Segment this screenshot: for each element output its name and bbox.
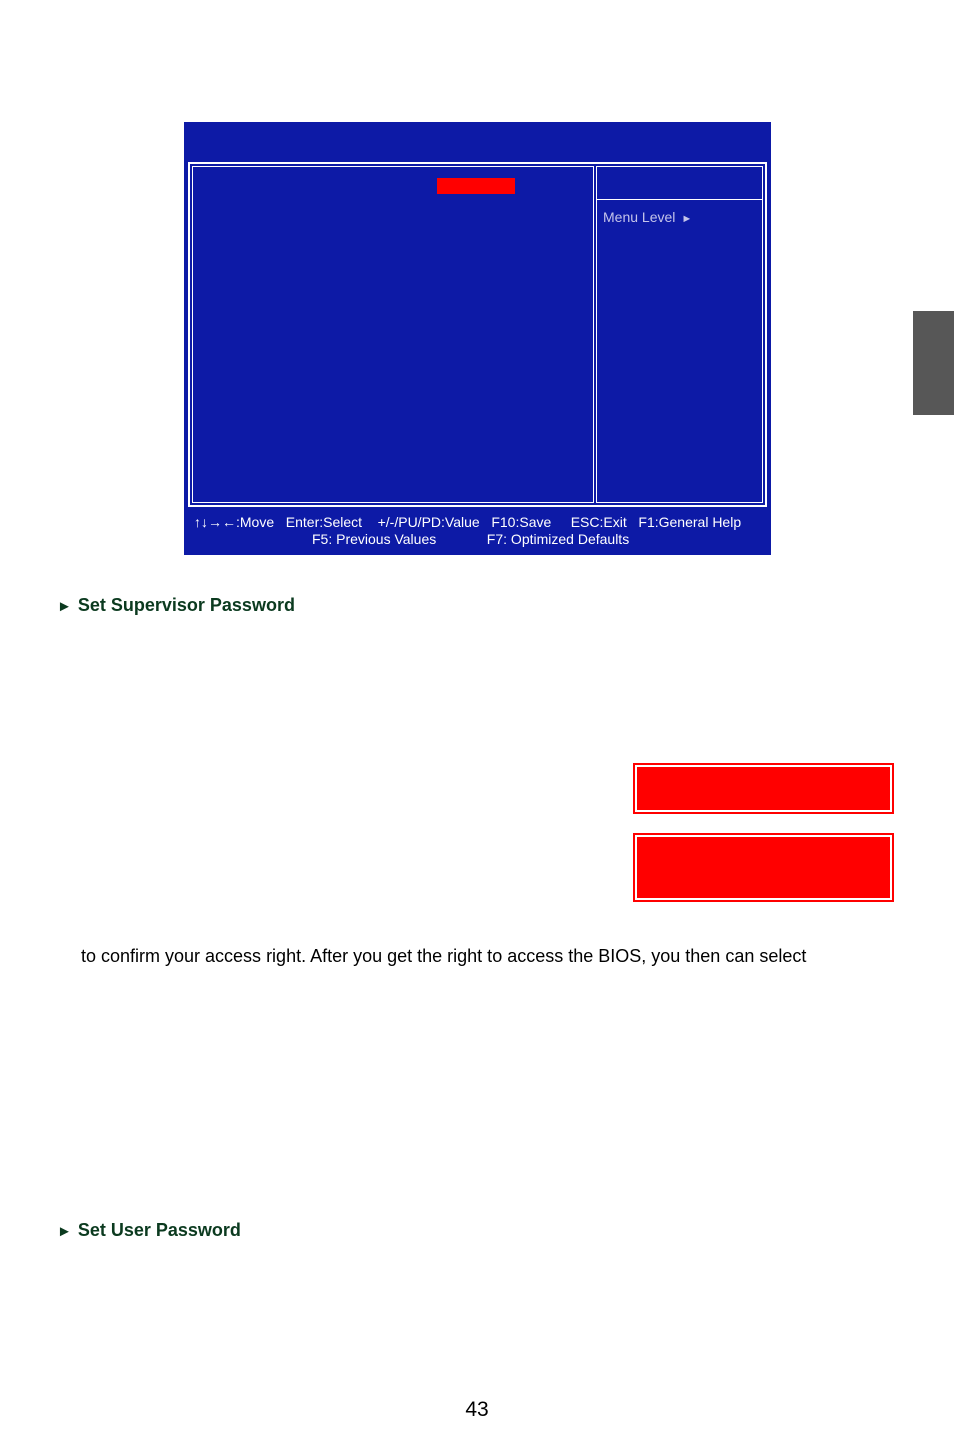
red-callout-box-2 [633,833,894,902]
bios-help-panel [596,166,763,503]
menu-level-label: Menu Level [603,209,676,225]
section-heading-user-password [57,1220,241,1241]
bios-frame [188,162,767,507]
heading-text: Set User Password [77,1220,241,1240]
page-number: 43 [465,1398,489,1421]
key-legend-row-1: ↑↓→←:Move Enter:Select +/-/PU/PD:Value F10:Save ESC:Exit F1:General Help [194,514,742,530]
bios-help-header [597,167,762,200]
chapter-side-tab [913,311,954,415]
bios-screenshot [184,122,771,555]
red-callout-box-1 [633,763,894,814]
bios-main-panel [192,166,594,503]
heading-text: Set Supervisor Password [77,595,295,615]
bios-highlighted-item[interactable] [437,178,515,194]
heading-arrow-icon: ► [57,598,72,615]
section-heading-supervisor-password [57,595,295,616]
menu-level-arrow-icon: ► [681,213,693,225]
menu-level-indicator [603,209,692,225]
key-legend-row-2: F5: Previous Values F7: Optimized Defaults [312,531,630,547]
body-text-line: to confirm your access right. After you get the right to access the BIOS, you then can select [81,946,807,966]
heading-arrow-icon: ► [57,1223,72,1240]
